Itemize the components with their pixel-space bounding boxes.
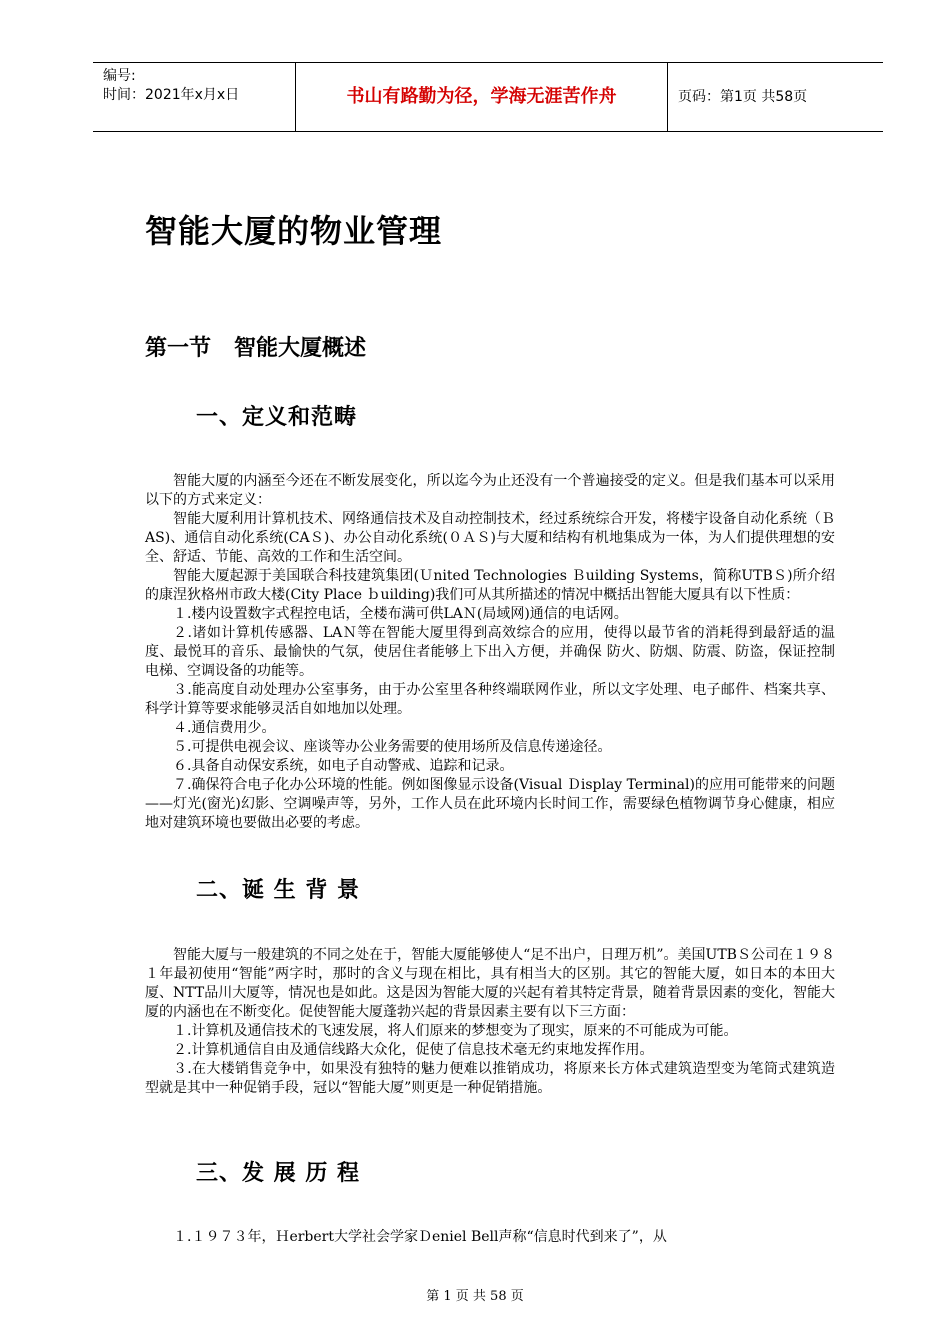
- list-item: ７.确保符合电子化办公环境的性能。例如图像显示设备(Visual Ｄisplay Terminal)的应用可能带来的问题——灯光(窗光)幻影、空调噪声等，另外，工作人员在此环境内长时间工作，需要绿色植物调节身心健康，相应地对建筑环境也要做出必要的考虑。: [145, 777, 835, 831]
- page-footer: 第 1 页 共 58 页: [426, 1289, 524, 1304]
- list-item: ４.通信费用少。: [173, 720, 276, 736]
- subsection-heading-history: 三、发 展 历 程: [196, 1161, 360, 1186]
- list-item: ３.在大楼销售竞争中，如果没有独特的魅力便难以推销成功，将原来长方体式建筑造型变为笔筒式建筑造型就是其中一种促销手段，冠以“智能大厦”则更是一种促销措施。: [145, 1061, 835, 1096]
- list-item: １.１９７３年，Ｈerbert大学社会学家Ｄeniel Bell声称“信息时代到来了”，从: [173, 1229, 667, 1245]
- background-body: [145, 946, 835, 1098]
- header-page-info: 页码：第1页 共58页: [678, 89, 808, 105]
- page-header: [93, 62, 883, 132]
- paragraph: 智能大厦利用计算机技术、网络通信技术及自动控制技术，经过系统综合开发，将楼宇设备自动化系统（ＢAS)、通信自动化系统(CAＳ)、办公自动化系统(０ＡＳ)与大厦和结构有机地集成为一体，为人们提供理想的安全、舒适、节能、高效的工作和生活空间。: [145, 511, 835, 565]
- paragraph: 智能大厦的内涵至今还在不断发展变化，所以迄今为止还没有一个普遍接受的定义。但是我们基本可以采用以下的方式来定义：: [145, 473, 835, 508]
- list-item: ３.能高度自动处理办公室事务，由于办公室里各种终端联网作业，所以文字处理、电子邮件、档案共享、科学计算等要求能够灵活自如地加以处理。: [145, 682, 835, 717]
- subsection-heading-background: 二、诞 生 背 景: [196, 878, 360, 903]
- list-item: ２.诸如计算机传感器、LAＮ等在智能大厦里得到高效综合的应用，使得以最节省的消耗得到最舒适的温度、最悦耳的音乐、最愉快的气氛，使居住者能够上下出入方便，并确保 防火、防烟、防震、防盗，保证控制电梯、空调设备的功能等。: [145, 625, 835, 679]
- subsection-heading-definition: 一、定义和范畴: [196, 405, 358, 430]
- document-date: 时间：2021年x月x日: [103, 87, 240, 103]
- history-body: [145, 1228, 835, 1247]
- document-title: 智能大厦的物业管理: [145, 212, 443, 250]
- list-item: ２.计算机通信自由及通信线路大众化，促使了信息技术毫无约束地发挥作用。: [173, 1042, 654, 1058]
- paragraph: 智能大厦与一般建筑的不同之处在于，智能大厦能够使人“足不出户，日理万机”。美国UTBＳ公司在１９８１年最初使用“智能”两字时，那时的含义与现在相比，具有相当大的区别。其它的智能大厦，如日本的本田大厦、NTT品川大厦等，情况也是如此。这是因为智能大厦的兴起有着其特定背景，随着背景因素的变化，智能大厦的内涵也在不断变化。促使智能大厦蓬勃兴起的背景因素主要有以下三方面：: [145, 947, 835, 1020]
- list-item: ５.可提供电视会议、座谈等办公业务需要的使用场所及信息传递途径。: [173, 739, 612, 755]
- document-number-label: 编号:: [103, 68, 136, 84]
- paragraph: 智能大厦起源于美国联合科技建筑集团(Ｕnited Technologies Ｂuilding Systems，简称UTBＳ)所介绍的康涅狄格州市政大楼(City Place ｂuilding)我们可从其所描述的情况中概括出智能大厦具有以下性质：: [145, 568, 835, 603]
- header-motto: 书山有路勤为径，学海无涯苦作舟: [295, 63, 668, 131]
- list-item: ６.具备自动保安系统，如电子自动警戒、追踪和记录。: [173, 758, 514, 774]
- header-meta: [93, 63, 295, 131]
- section-heading: 第一节 智能大厦概述: [145, 336, 366, 361]
- list-item: １.楼内设置数字式程控电话，全楼布满可供LAＮ(局域网)通信的电话网。: [173, 606, 628, 622]
- list-item: １.计算机及通信技术的飞速发展，将人们原来的梦想变为了现实，原来的不可能成为可能。: [173, 1023, 738, 1039]
- definition-body: [145, 472, 835, 833]
